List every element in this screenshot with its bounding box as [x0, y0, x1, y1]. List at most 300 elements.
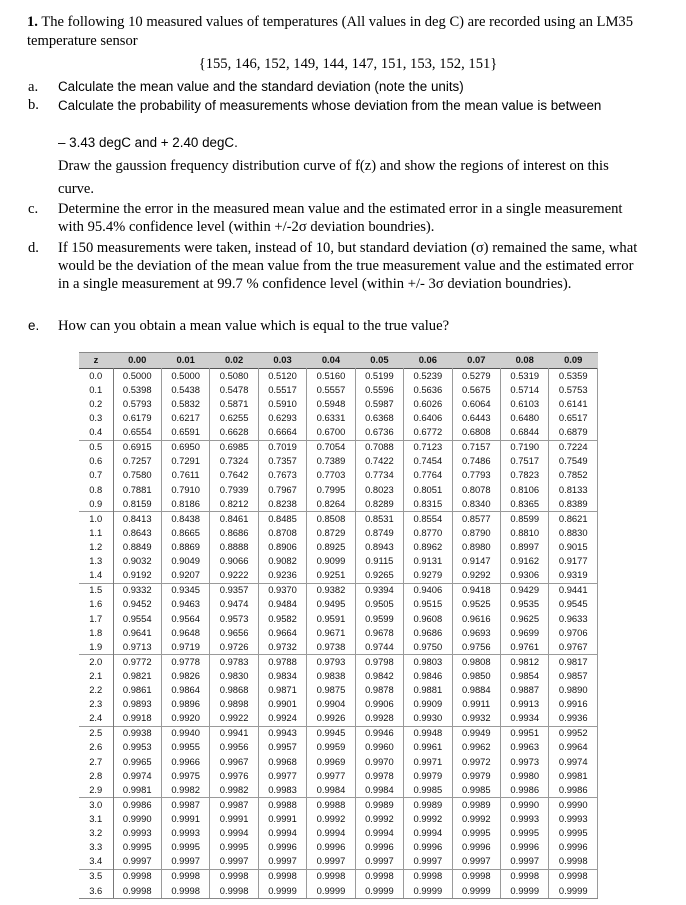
probability-cell: 0.5160: [307, 369, 355, 384]
probability-cell: 0.8413: [113, 512, 161, 527]
probability-cell: 0.9319: [549, 568, 598, 583]
table-row: [79, 568, 598, 583]
probability-cell: 0.9960: [355, 741, 403, 755]
probability-cell: 0.9554: [113, 612, 161, 626]
probability-cell: 0.6772: [404, 425, 452, 440]
probability-cell: 0.9997: [404, 854, 452, 869]
table-row: [79, 769, 598, 783]
probability-cell: 0.7157: [452, 440, 500, 455]
probability-cell: 0.9812: [501, 655, 549, 670]
probability-cell: 0.9989: [355, 798, 403, 813]
probability-cell: 0.9946: [355, 726, 403, 741]
probability-cell: 0.9959: [307, 741, 355, 755]
probability-cell: 0.9996: [258, 840, 306, 854]
probability-cell: 0.6628: [210, 425, 258, 440]
probability-cell: 0.9924: [258, 711, 306, 726]
probability-cell: 0.9177: [549, 554, 598, 568]
table-row: [79, 669, 598, 683]
probability-cell: 0.9979: [404, 769, 452, 783]
table-row: [79, 455, 598, 469]
probability-cell: 0.9875: [307, 683, 355, 697]
probability-cell: 0.8643: [113, 526, 161, 540]
table-row: [79, 583, 598, 598]
probability-cell: 0.9744: [355, 640, 403, 655]
table-row: [79, 783, 598, 798]
probability-cell: 0.9998: [210, 869, 258, 884]
probability-cell: 0.9993: [549, 812, 598, 826]
probability-cell: 0.8340: [452, 497, 500, 512]
probability-cell: 0.9793: [307, 655, 355, 670]
probability-cell: 0.9732: [258, 640, 306, 655]
z-header-col: 0.06: [418, 354, 437, 366]
z-header-col: 0.09: [564, 354, 583, 366]
probability-cell: 0.9991: [161, 812, 209, 826]
probability-cell: 0.9969: [307, 755, 355, 769]
probability-cell: 0.9991: [210, 812, 258, 826]
probability-cell: 0.8621: [549, 512, 598, 527]
probability-cell: 0.9049: [161, 554, 209, 568]
probability-cell: 0.7357: [258, 455, 306, 469]
probability-cell: 0.9265: [355, 568, 403, 583]
probability-cell: 0.6064: [452, 397, 500, 411]
probability-cell: 0.9382: [307, 583, 355, 598]
probability-cell: 0.9015: [549, 540, 598, 554]
probability-cell: 0.7703: [307, 469, 355, 483]
table-row: [79, 383, 598, 397]
probability-cell: 0.9990: [501, 798, 549, 813]
table-row: [79, 655, 598, 670]
probability-cell: 0.6331: [307, 411, 355, 425]
probability-cell: 0.9992: [307, 812, 355, 826]
probability-cell: 0.9932: [452, 711, 500, 726]
z-header-col: 0.07: [467, 354, 486, 366]
probability-cell: 0.9964: [549, 741, 598, 755]
probability-cell: 0.9994: [307, 826, 355, 840]
probability-cell: 0.9999: [501, 884, 549, 899]
probability-cell: 0.9992: [404, 812, 452, 826]
probability-cell: 0.9953: [113, 741, 161, 755]
probability-cell: 0.9999: [404, 884, 452, 899]
table-row: [79, 397, 598, 411]
probability-cell: 0.7580: [113, 469, 161, 483]
measured-values: {155, 146, 152, 149, 144, 147, 151, 153, 152, 151}: [198, 56, 498, 72]
probability-cell: 0.9986: [113, 798, 161, 813]
probability-cell: 0.7088: [355, 440, 403, 455]
probability-cell: 0.9251: [307, 568, 355, 583]
probability-cell: 0.8485: [258, 512, 306, 527]
probability-cell: 0.9913: [501, 697, 549, 711]
z-header-col: 0.01: [176, 354, 195, 366]
probability-cell: 0.9996: [404, 840, 452, 854]
probability-cell: 0.9999: [452, 884, 500, 899]
probability-cell: 0.5319: [501, 369, 549, 384]
probability-cell: 0.9985: [404, 783, 452, 798]
probability-cell: 0.9608: [404, 612, 452, 626]
probability-cell: 0.8577: [452, 512, 500, 527]
probability-cell: 0.8830: [549, 526, 598, 540]
probability-cell: 0.9292: [452, 568, 500, 583]
table-row: [79, 726, 598, 741]
probability-cell: 0.9997: [258, 854, 306, 869]
probability-cell: 0.7939: [210, 483, 258, 497]
probability-cell: 0.9418: [452, 583, 500, 598]
probability-cell: 0.9898: [210, 697, 258, 711]
probability-cell: 0.9505: [355, 598, 403, 612]
probability-cell: 0.9750: [404, 640, 452, 655]
probability-cell: 0.9719: [161, 640, 209, 655]
probability-cell: 0.8749: [355, 526, 403, 540]
table-row: [79, 512, 598, 527]
z-value-cell: 1.4: [79, 568, 113, 583]
table-row: [79, 440, 598, 455]
z-header-col: 0.02: [224, 354, 244, 366]
probability-cell: 0.8729: [307, 526, 355, 540]
probability-cell: 0.9987: [161, 798, 209, 813]
probability-cell: 0.9484: [258, 598, 306, 612]
probability-cell: 0.9992: [452, 812, 500, 826]
probability-cell: 0.8078: [452, 483, 500, 497]
probability-cell: 0.9821: [113, 669, 161, 683]
z-value-cell: 0.7: [79, 469, 113, 483]
probability-cell: 0.9147: [452, 554, 500, 568]
probability-cell: 0.9726: [210, 640, 258, 655]
probability-cell: 0.9998: [210, 884, 258, 899]
probability-cell: 0.9996: [549, 840, 598, 854]
probability-cell: 0.8186: [161, 497, 209, 512]
probability-cell: 0.9982: [161, 783, 209, 798]
table-row: [79, 411, 598, 425]
z-value-cell: 0.5: [79, 440, 113, 455]
z-table-grid: [79, 352, 598, 899]
probability-cell: 0.9066: [210, 554, 258, 568]
probability-cell: 0.9573: [210, 612, 258, 626]
probability-cell: 0.8554: [404, 512, 452, 527]
probability-cell: 0.7881: [113, 483, 161, 497]
probability-cell: 0.5793: [113, 397, 161, 411]
z-header-col: 0.08: [515, 354, 534, 366]
probability-cell: 0.6950: [161, 440, 209, 455]
probability-cell: 0.9999: [307, 884, 355, 899]
probability-cell: 0.7764: [404, 469, 452, 483]
probability-cell: 0.9977: [258, 769, 306, 783]
probability-cell: 0.9830: [210, 669, 258, 683]
probability-cell: 0.6368: [355, 411, 403, 425]
question-number: 1.: [27, 14, 38, 30]
probability-cell: 0.9463: [161, 598, 209, 612]
probability-cell: 0.9934: [501, 711, 549, 726]
z-value-cell: 2.2: [79, 683, 113, 697]
probability-cell: 0.5000: [113, 369, 161, 384]
probability-cell: 0.6591: [161, 425, 209, 440]
probability-cell: 0.8212: [210, 497, 258, 512]
probability-cell: 0.9686: [404, 626, 452, 640]
probability-cell: 0.9990: [549, 798, 598, 813]
probability-cell: 0.8264: [307, 497, 355, 512]
table-row: [79, 755, 598, 769]
z-value-cell: 1.5: [79, 583, 113, 598]
probability-cell: 0.9997: [113, 854, 161, 869]
probability-cell: 0.9761: [501, 640, 549, 655]
probability-cell: 0.5832: [161, 397, 209, 411]
item-c-label: c.: [28, 201, 39, 217]
probability-cell: 0.9956: [210, 741, 258, 755]
probability-cell: 0.7291: [161, 455, 209, 469]
probability-cell: 0.6103: [501, 397, 549, 411]
z-table-body: [79, 369, 598, 899]
probability-cell: 0.9893: [113, 697, 161, 711]
item-b-range: – 3.43 degC and + 2.40 degC.: [58, 135, 238, 150]
z-value-cell: 1.9: [79, 640, 113, 655]
probability-cell: 0.9994: [258, 826, 306, 840]
probability-cell: 0.7054: [307, 440, 355, 455]
probability-cell: 0.9599: [355, 612, 403, 626]
item-a-text: Calculate the mean value and the standard deviation (note the units): [58, 79, 464, 94]
probability-cell: 0.5080: [210, 369, 258, 384]
probability-cell: 0.9997: [452, 854, 500, 869]
item-c-text: Determine the error in the measured mean value and the estimated error in a single measurement with 95.4% confidence level (within +/-2σ deviation boundries).: [58, 201, 623, 235]
probability-cell: 0.8133: [549, 483, 598, 497]
probability-cell: 0.9920: [161, 711, 209, 726]
table-row: [79, 798, 598, 813]
probability-cell: 0.9671: [307, 626, 355, 640]
probability-cell: 0.9032: [113, 554, 161, 568]
probability-cell: 0.7190: [501, 440, 549, 455]
probability-cell: 0.5753: [549, 383, 598, 397]
z-value-cell: 3.1: [79, 812, 113, 826]
z-header-z: z: [93, 354, 99, 366]
probability-cell: 0.9452: [113, 598, 161, 612]
probability-cell: 0.9994: [210, 826, 258, 840]
probability-cell: 0.9998: [307, 869, 355, 884]
probability-cell: 0.9545: [549, 598, 598, 612]
probability-cell: 0.9974: [113, 769, 161, 783]
probability-cell: 0.9909: [404, 697, 452, 711]
probability-cell: 0.9936: [549, 711, 598, 726]
probability-cell: 0.5636: [404, 383, 452, 397]
probability-cell: 0.9857: [549, 669, 598, 683]
probability-cell: 0.9998: [113, 884, 161, 899]
probability-cell: 0.9236: [258, 568, 306, 583]
probability-cell: 0.6736: [355, 425, 403, 440]
probability-cell: 0.9970: [355, 755, 403, 769]
probability-cell: 0.9957: [258, 741, 306, 755]
probability-cell: 0.5359: [549, 369, 598, 384]
probability-cell: 0.9803: [404, 655, 452, 670]
probability-cell: 0.9656: [210, 626, 258, 640]
z-value-cell: 3.4: [79, 854, 113, 869]
probability-cell: 0.6406: [404, 411, 452, 425]
probability-cell: 0.9998: [161, 884, 209, 899]
probability-cell: 0.7995: [307, 483, 355, 497]
probability-cell: 0.9798: [355, 655, 403, 670]
question-stem-text: The following 10 measured values of temperatures (All values in deg C) are recorded using an LM35 temperature sensor: [27, 14, 634, 49]
probability-cell: 0.8023: [355, 483, 403, 497]
table-row: [79, 884, 598, 899]
probability-cell: 0.5239: [404, 369, 452, 384]
probability-cell: 0.9901: [258, 697, 306, 711]
z-value-cell: 0.4: [79, 425, 113, 440]
z-value-cell: 3.5: [79, 869, 113, 884]
z-value-cell: 0.8: [79, 483, 113, 497]
probability-cell: 0.9971: [404, 755, 452, 769]
probability-cell: 0.5199: [355, 369, 403, 384]
probability-cell: 0.9962: [452, 741, 500, 755]
z-value-cell: 0.6: [79, 455, 113, 469]
probability-cell: 0.9756: [452, 640, 500, 655]
table-row: [79, 854, 598, 869]
probability-cell: 0.9968: [258, 755, 306, 769]
probability-cell: 0.9994: [355, 826, 403, 840]
probability-cell: 0.8159: [113, 497, 161, 512]
probability-cell: 0.9926: [307, 711, 355, 726]
probability-cell: 0.7324: [210, 455, 258, 469]
probability-cell: 0.8665: [161, 526, 209, 540]
probability-cell: 0.9878: [355, 683, 403, 697]
table-row: [79, 554, 598, 568]
probability-cell: 0.5871: [210, 397, 258, 411]
probability-cell: 0.5557: [307, 383, 355, 397]
z-value-cell: 2.4: [79, 711, 113, 726]
probability-cell: 0.9943: [258, 726, 306, 741]
probability-cell: 0.9977: [307, 769, 355, 783]
probability-cell: 0.9826: [161, 669, 209, 683]
probability-cell: 0.9838: [307, 669, 355, 683]
probability-cell: 0.9974: [549, 755, 598, 769]
probability-cell: 0.6217: [161, 411, 209, 425]
probability-cell: 0.8531: [355, 512, 403, 527]
probability-cell: 0.9162: [501, 554, 549, 568]
probability-cell: 0.9991: [258, 812, 306, 826]
probability-cell: 0.9591: [307, 612, 355, 626]
probability-cell: 0.6026: [404, 397, 452, 411]
probability-cell: 0.9978: [355, 769, 403, 783]
probability-cell: 0.9788: [258, 655, 306, 670]
probability-cell: 0.7517: [501, 455, 549, 469]
probability-cell: 0.6141: [549, 397, 598, 411]
probability-cell: 0.9986: [549, 783, 598, 798]
probability-cell: 0.9997: [307, 854, 355, 869]
probability-cell: 0.9976: [210, 769, 258, 783]
table-row: [79, 369, 598, 384]
probability-cell: 0.7611: [161, 469, 209, 483]
probability-cell: 0.9998: [258, 869, 306, 884]
probability-cell: 0.6700: [307, 425, 355, 440]
z-value-cell: 1.2: [79, 540, 113, 554]
table-row: [79, 683, 598, 697]
probability-cell: 0.7224: [549, 440, 598, 455]
item-b-label: b.: [28, 97, 39, 113]
table-row: [79, 540, 598, 554]
probability-cell: 0.9990: [113, 812, 161, 826]
table-row: [79, 741, 598, 755]
probability-cell: 0.9966: [161, 755, 209, 769]
probability-cell: 0.8438: [161, 512, 209, 527]
z-value-cell: 2.8: [79, 769, 113, 783]
probability-cell: 0.9961: [404, 741, 452, 755]
z-value-cell: 3.0: [79, 798, 113, 813]
probability-cell: 0.6664: [258, 425, 306, 440]
probability-cell: 0.8238: [258, 497, 306, 512]
probability-cell: 0.9633: [549, 612, 598, 626]
item-b-extra: Draw the gaussion frequency distribution curve of f(z) and show the regions of interest on this curve.: [58, 158, 609, 197]
probability-cell: 0.9987: [210, 798, 258, 813]
probability-cell: 0.9887: [501, 683, 549, 697]
probability-cell: 0.9693: [452, 626, 500, 640]
probability-cell: 0.9967: [210, 755, 258, 769]
probability-cell: 0.9997: [210, 854, 258, 869]
probability-cell: 0.9904: [307, 697, 355, 711]
probability-cell: 0.9884: [452, 683, 500, 697]
probability-cell: 0.9940: [161, 726, 209, 741]
probability-cell: 0.6844: [501, 425, 549, 440]
probability-cell: 0.8810: [501, 526, 549, 540]
probability-cell: 0.9999: [355, 884, 403, 899]
probability-cell: 0.9965: [113, 755, 161, 769]
probability-cell: 0.6293: [258, 411, 306, 425]
probability-cell: 0.9986: [501, 783, 549, 798]
probability-cell: 0.9772: [113, 655, 161, 670]
probability-cell: 0.6985: [210, 440, 258, 455]
probability-cell: 0.9996: [307, 840, 355, 854]
z-value-cell: 1.0: [79, 512, 113, 527]
z-value-cell: 2.7: [79, 755, 113, 769]
probability-cell: 0.9192: [113, 568, 161, 583]
probability-cell: 0.9997: [501, 854, 549, 869]
probability-cell: 0.9984: [355, 783, 403, 798]
probability-cell: 0.6480: [501, 411, 549, 425]
probability-cell: 0.8790: [452, 526, 500, 540]
probability-cell: 0.8599: [501, 512, 549, 527]
probability-cell: 0.9890: [549, 683, 598, 697]
probability-cell: 0.9989: [404, 798, 452, 813]
probability-cell: 0.9989: [452, 798, 500, 813]
table-row: [79, 598, 598, 612]
probability-cell: 0.9871: [258, 683, 306, 697]
probability-cell: 0.9983: [258, 783, 306, 798]
probability-cell: 0.9972: [452, 755, 500, 769]
probability-cell: 0.6808: [452, 425, 500, 440]
probability-cell: 0.9306: [501, 568, 549, 583]
probability-cell: 0.9945: [307, 726, 355, 741]
probability-cell: 0.9868: [210, 683, 258, 697]
probability-cell: 0.9864: [161, 683, 209, 697]
probability-cell: 0.9993: [501, 812, 549, 826]
probability-cell: 0.9861: [113, 683, 161, 697]
probability-cell: 0.9963: [501, 741, 549, 755]
probability-cell: 0.7793: [452, 469, 500, 483]
probability-cell: 0.9738: [307, 640, 355, 655]
probability-cell: 0.9854: [501, 669, 549, 683]
probability-cell: 0.9706: [549, 626, 598, 640]
probability-cell: 0.5398: [113, 383, 161, 397]
table-row: [79, 469, 598, 483]
probability-cell: 0.8389: [549, 497, 598, 512]
probability-cell: 0.9495: [307, 598, 355, 612]
z-header-col: 0.03: [273, 354, 292, 366]
table-row: [79, 812, 598, 826]
probability-cell: 0.9985: [452, 783, 500, 798]
probability-cell: 0.9678: [355, 626, 403, 640]
z-value-cell: 0.0: [79, 369, 113, 384]
item-e-label: e.: [28, 318, 40, 333]
z-header-col: 0.00: [128, 354, 147, 366]
probability-cell: 0.9474: [210, 598, 258, 612]
probability-cell: 0.6255: [210, 411, 258, 425]
item-b-text: Calculate the probability of measurements whose deviation from the mean value is between: [58, 98, 602, 113]
probability-cell: 0.9082: [258, 554, 306, 568]
probability-cell: 0.8315: [404, 497, 452, 512]
probability-cell: 0.9999: [258, 884, 306, 899]
